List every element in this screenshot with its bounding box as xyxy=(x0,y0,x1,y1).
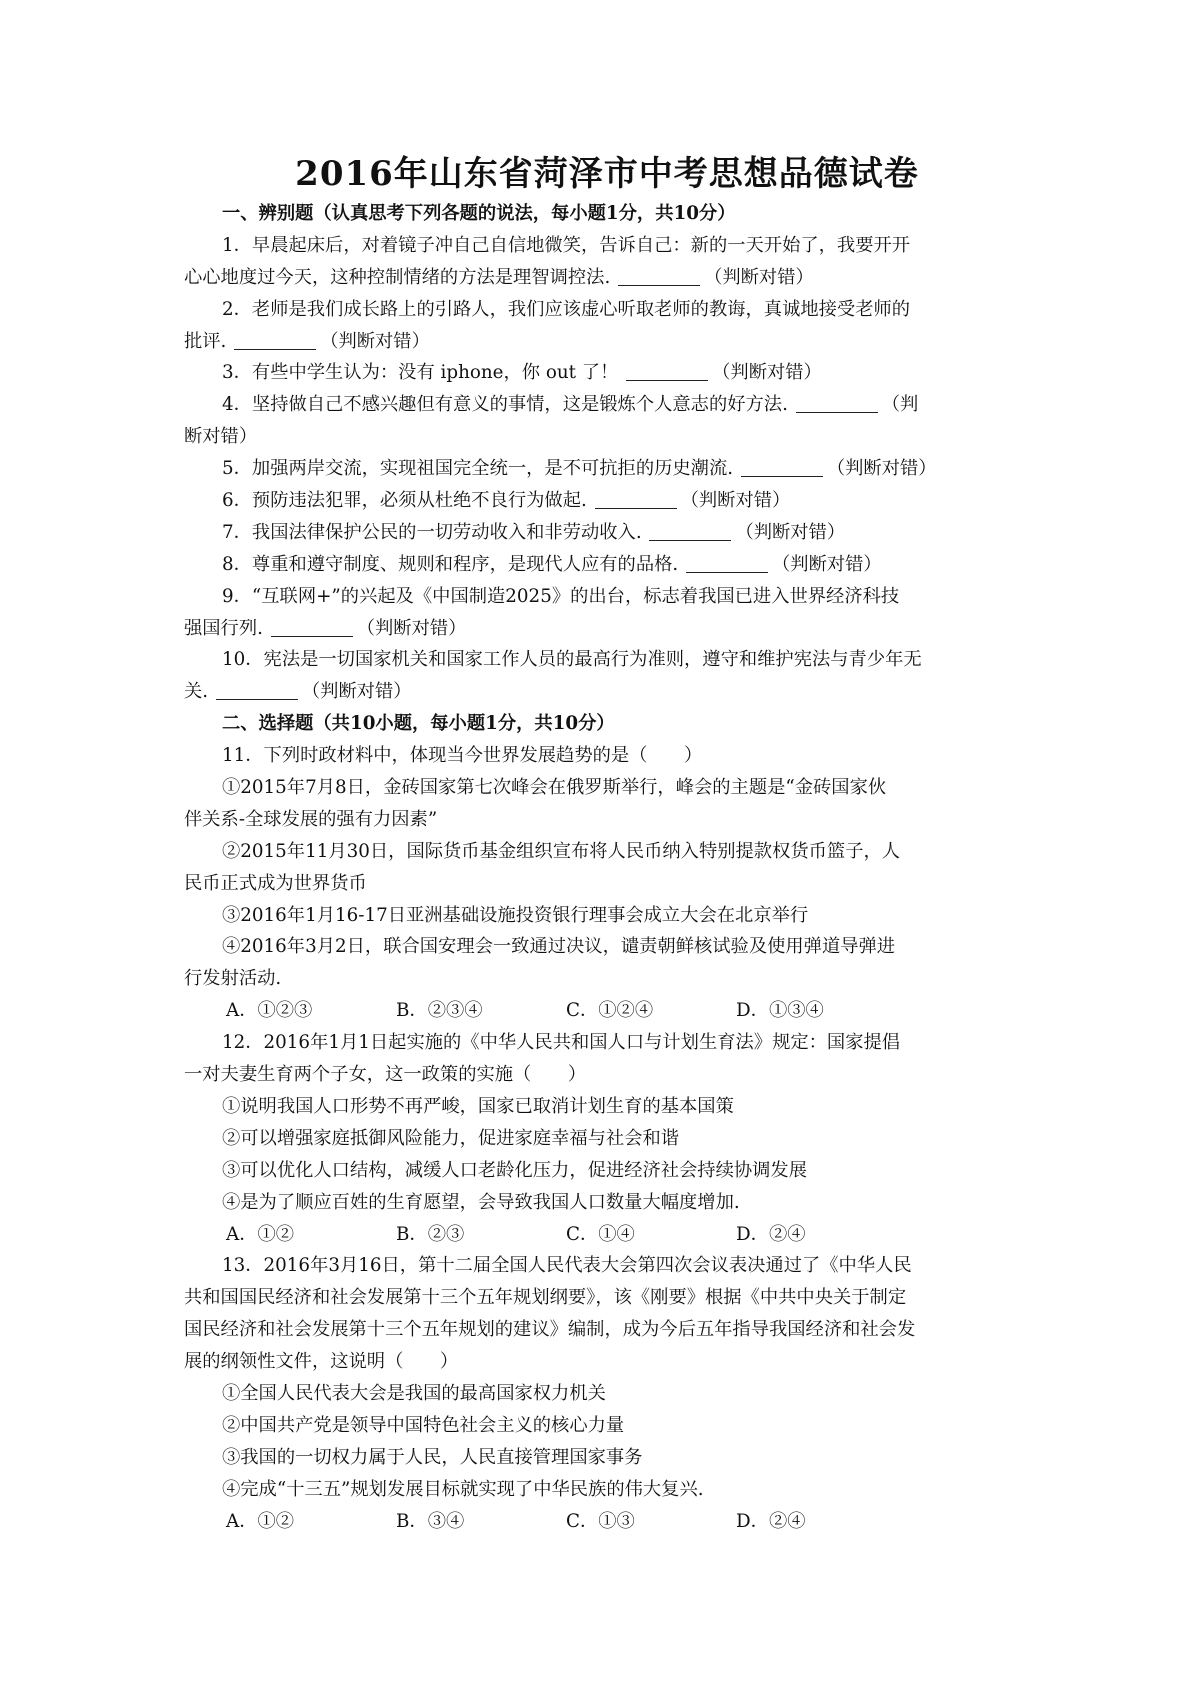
answer-option[interactable]: D．②④ xyxy=(736,1223,806,1245)
text-line xyxy=(184,931,1030,963)
text-line xyxy=(184,868,1030,900)
line-text: 断对错） xyxy=(184,426,258,448)
text-line xyxy=(184,676,1030,708)
text-line xyxy=(184,1410,1030,1442)
line-text: 共和国国民经济和社会发展第十三个五年规划纲要》，该《刚要》根据《中共中央关于制定 xyxy=(184,1287,907,1309)
line-text: ③我国的一切权力属于人民，人民直接管理国家事务 xyxy=(222,1446,643,1468)
text-line xyxy=(184,1155,1030,1187)
line-text: 10．宪法是一切国家机关和国家工作人员的最高行为准则，遵守和维护宪法与青少年无 xyxy=(222,649,922,671)
text-line xyxy=(184,581,1030,613)
line-text: 13．2016年3月16日，第十二届全国人民代表大会第四次会议表决通过了《中华人民 xyxy=(222,1255,912,1277)
text-line xyxy=(184,1314,1030,1346)
judge-hint: （判断对错） xyxy=(356,617,467,639)
answer-blank[interactable] xyxy=(234,331,316,350)
line-text: 12．2016年1月1日起实施的《中华人民共和国人口与计划生育法》规定：国家提倡 xyxy=(222,1032,901,1054)
text-line xyxy=(184,389,1030,421)
judge-hint: （判断对错） xyxy=(301,681,412,703)
line-text: 民币正式成为世界货币 xyxy=(184,872,367,894)
line-text: ④是为了顺应百姓的生育愿望，会导致我国人口数量大幅度增加. xyxy=(222,1191,740,1213)
text-line xyxy=(184,900,1030,932)
text-line xyxy=(184,613,1030,645)
judge-hint: （判断对错） xyxy=(772,553,882,575)
text-line xyxy=(184,1187,1030,1219)
judge-hint: （判断对错） xyxy=(320,330,430,352)
text-line xyxy=(184,740,1030,772)
line-text: ①全国人民代表大会是我国的最高国家权力机关 xyxy=(222,1382,606,1404)
answer-blank[interactable] xyxy=(595,490,677,509)
line-text: 行发射活动. xyxy=(184,968,282,990)
text-line xyxy=(184,230,1030,262)
text-line xyxy=(184,1027,1030,1059)
text-line xyxy=(184,1282,1030,1314)
text-line xyxy=(184,772,1030,804)
text-line xyxy=(184,485,1030,517)
answer-option[interactable]: D．①③④ xyxy=(736,1000,824,1022)
answer-option[interactable]: A．①②③ xyxy=(226,1000,313,1022)
text-line xyxy=(184,963,1030,995)
text-line xyxy=(184,1442,1030,1474)
judge-hint: （判断对错） xyxy=(735,521,846,543)
answer-options xyxy=(184,1219,1030,1251)
section-heading xyxy=(184,198,1030,230)
text-line xyxy=(184,1250,1030,1282)
answer-option[interactable]: C．①②④ xyxy=(566,1000,654,1022)
answer-option[interactable]: C．①③ xyxy=(566,1510,635,1532)
answer-blank[interactable] xyxy=(649,522,731,541)
text-line xyxy=(184,326,1030,358)
answer-options xyxy=(184,995,1030,1027)
text-line xyxy=(184,453,1030,485)
line-text: 1．早晨起床后，对着镜子冲自己自信地微笑，告诉自己：新的一天开始了，我要开开 xyxy=(222,234,911,256)
line-text: ②中国共产党是领导中国特色社会主义的核心力量 xyxy=(222,1414,625,1436)
text-line xyxy=(184,1346,1030,1378)
exam-document xyxy=(184,152,1030,1537)
answer-option[interactable]: B．②③ xyxy=(396,1223,465,1245)
text-line xyxy=(184,644,1030,676)
answer-option[interactable]: A．①② xyxy=(226,1223,295,1245)
line-text: ②可以增强家庭抵御风险能力，促进家庭幸福与社会和谐 xyxy=(222,1127,680,1149)
line-text: ④2016年3月2日，联合国安理会一致通过决议，谴责朝鲜核试验及使用弹道导弹进 xyxy=(222,936,896,958)
answer-blank[interactable] xyxy=(216,681,298,700)
text-line xyxy=(184,294,1030,326)
judge-hint: （判断对错） xyxy=(680,490,791,512)
line-text: ②2015年11月30日，国际货币基金组织宣布将人民币纳入特别提款权货币篮子，人 xyxy=(222,840,901,862)
answer-option[interactable]: B．③④ xyxy=(396,1510,465,1532)
text-line xyxy=(184,357,1030,389)
line-text: 7．我国法律保护公民的一切劳动收入和非劳动收入. xyxy=(222,521,642,543)
judge-hint: （判 xyxy=(881,394,919,416)
line-text: ④完成“十三五”规划发展目标就实现了中华民族的伟大复兴. xyxy=(222,1478,704,1500)
exam-title: 2016年山东省菏泽市中考思想品德试卷 xyxy=(295,154,919,194)
text-line xyxy=(184,549,1030,581)
answer-blank[interactable] xyxy=(271,618,353,637)
line-text: 强国行列. xyxy=(184,617,263,639)
answer-options xyxy=(184,1506,1030,1538)
line-text: 2．老师是我们成长路上的引路人，我们应该虚心听取老师的教诲，真诚地接受老师的 xyxy=(222,298,911,320)
line-text: 8．尊重和遵守制度、规则和程序，是现代人应有的品格. xyxy=(222,553,679,575)
answer-blank[interactable] xyxy=(796,394,878,413)
section-heading xyxy=(184,708,1030,740)
answer-option[interactable]: A．①② xyxy=(226,1510,295,1532)
text-line xyxy=(184,1091,1030,1123)
judge-hint: （判断对错） xyxy=(712,362,822,384)
line-text: ①2015年7月8日，金砖国家第七次峰会在俄罗斯举行，峰会的主题是“金砖国家伙 xyxy=(222,777,887,799)
answer-option[interactable]: D．②④ xyxy=(736,1510,806,1532)
exam-body xyxy=(184,198,1030,1537)
answer-blank[interactable] xyxy=(618,267,700,286)
line-text: 关. xyxy=(184,681,209,703)
line-text: ①说明我国人口形势不再严峻，国家已取消计划生育的基本国策 xyxy=(222,1095,734,1117)
text-line xyxy=(184,804,1030,836)
line-text: 一、辨别题（认真思考下列各题的说法，每小题1分，共10分） xyxy=(222,203,736,224)
text-line xyxy=(184,1123,1030,1155)
text-line xyxy=(184,836,1030,868)
line-text: 11．下列时政材料中，体现当今世界发展趋势的是（ ） xyxy=(222,745,703,767)
line-text: 伴关系-全球发展的强有力因素” xyxy=(184,808,438,830)
line-text: ③可以优化人口结构，减缓人口老龄化压力，促进经济社会持续协调发展 xyxy=(222,1159,807,1181)
line-text: 6．预防违法犯罪，必须从杜绝不良行为做起. xyxy=(222,490,587,512)
text-line xyxy=(184,1059,1030,1091)
line-text: 3．有些中学生认为：没有 iphone，你 out 了！ xyxy=(222,362,619,384)
judge-hint: （判断对错） xyxy=(704,266,814,288)
line-text: 4．坚持做自己不感兴趣但有意义的事情，这是锻炼个人意志的好方法. xyxy=(222,394,788,416)
answer-option[interactable]: B．②③④ xyxy=(396,1000,483,1022)
line-text: 5．加强两岸交流，实现祖国完全统一，是不可抗拒的历史潮流. xyxy=(222,458,734,480)
answer-blank[interactable] xyxy=(741,458,823,477)
answer-blank[interactable] xyxy=(626,362,708,381)
text-line xyxy=(184,421,1030,453)
line-text: 展的纲领性文件，这说明（ ） xyxy=(184,1351,459,1373)
line-text: 心心地度过今天，这种控制情绪的方法是理智调控法. xyxy=(184,266,611,288)
line-text: 一对夫妻生育两个子女，这一政策的实施（ ） xyxy=(184,1064,587,1086)
text-line xyxy=(184,1474,1030,1506)
text-line xyxy=(184,1378,1030,1410)
line-text: 批评. xyxy=(184,330,227,352)
judge-hint: （判断对错） xyxy=(826,458,937,480)
answer-blank[interactable] xyxy=(686,554,768,573)
line-text: 国民经济和社会发展第十三个五年规划的建议》编制，成为今后五年指导我国经济和社会发 xyxy=(184,1319,916,1341)
line-text: 9．“互联网+”的兴起及《中国制造2025》的出台，标志着我国已进入世界经济科技 xyxy=(222,585,900,607)
answer-option[interactable]: C．①④ xyxy=(566,1223,635,1245)
line-text: 二、选择题（共10小题，每小题1分，共10分） xyxy=(222,713,615,735)
text-line xyxy=(184,262,1030,294)
line-text: ③2016年1月16-17日亚洲基础设施投资银行理事会成立大会在北京举行 xyxy=(222,904,809,926)
text-line xyxy=(184,517,1030,549)
